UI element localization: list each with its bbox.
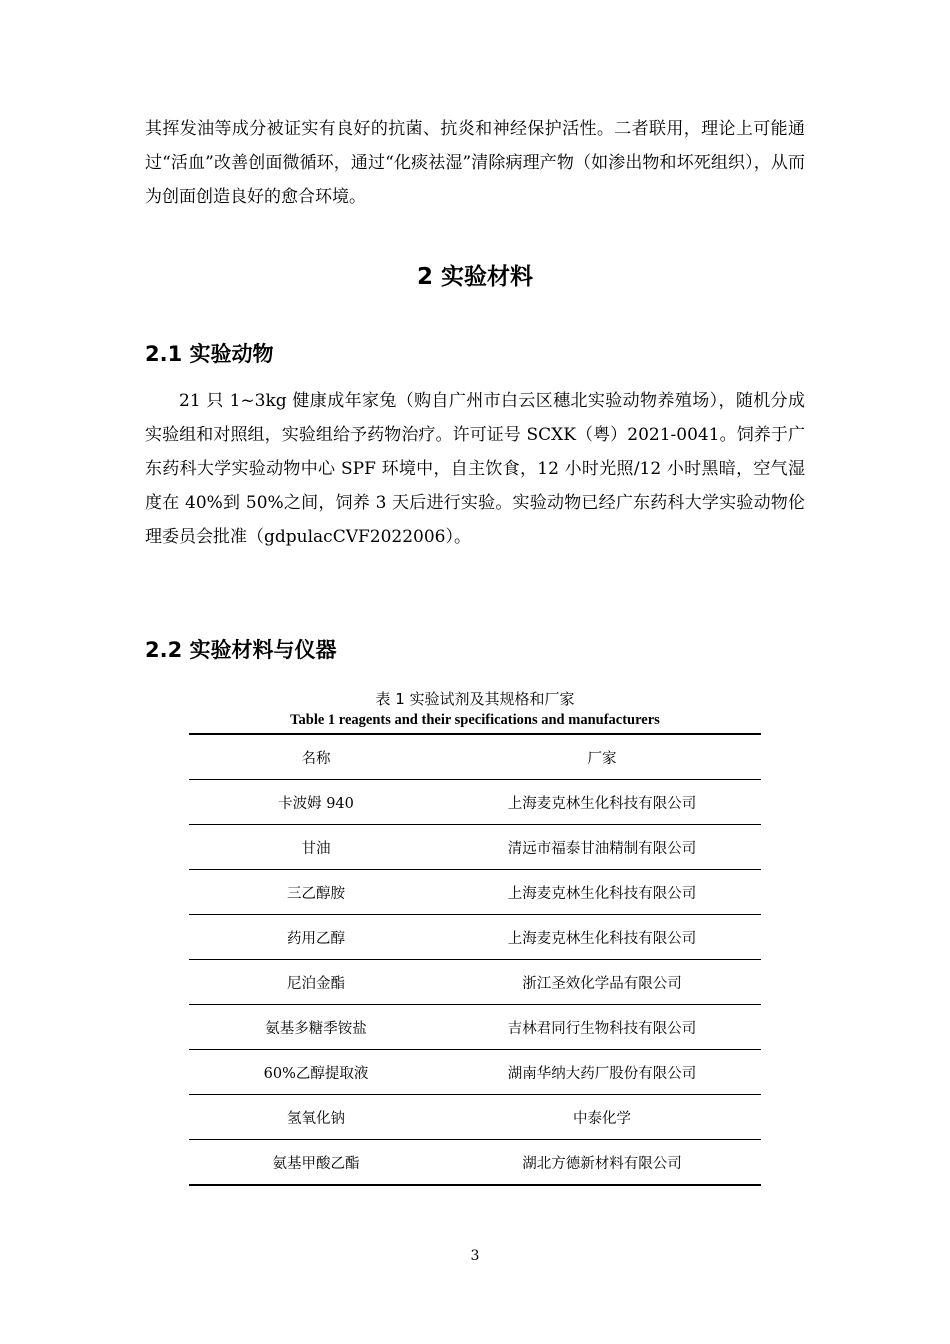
- table-row: [189, 915, 761, 960]
- reagent-name-cell: 氨基多糖季铵盐: [189, 1005, 443, 1050]
- manufacturer-cell: 湖南华纳大药厂股份有限公司: [443, 1050, 761, 1095]
- table-header-row: [189, 734, 761, 780]
- table-caption-en: Table 1 reagents and their specifications and manufacturers: [290, 712, 660, 728]
- table-row: [189, 780, 761, 825]
- section-2-2-heading: 2.2 实验材料与仪器: [145, 638, 337, 662]
- reagent-name-cell: 氨基甲酸乙酯: [189, 1140, 443, 1186]
- manufacturer-cell: 吉林君同行生物科技有限公司: [443, 1005, 761, 1050]
- section-2-1-paragraph: 21 只 1~3kg 健康成年家兔（购自广州市白云区穗北实验动物养殖场），随机分成实验组和对照组，实验组给予药物治疗。许可证号 SCXK（粤）2021-0041。饲养于广东药科大学实验动物中心 SPF 环境中，自主饮食，12 小时光照/12 小时黑暗，空气湿度在 40%到 50%之间，饲养 3 天后进行实验。实验动物已经广东药科大学实验动物伦理委员会批准（gdpulacCVF2022006）。: [145, 391, 805, 547]
- manufacturer-cell: 上海麦克林生化科技有限公司: [443, 870, 761, 915]
- table-row: [189, 960, 761, 1005]
- intro-paragraph: 其挥发油等成分被证实有良好的抗菌、抗炎和神经保护活性。二者联用，理论上可能通过“活血”改善创面微循环，通过“化痰祛湿”清除病理产物（如渗出物和坏死组织），从而为创面创造良好的愈合环境。: [145, 119, 805, 207]
- reagents-table: [189, 733, 761, 1186]
- manufacturer-cell: 中泰化学: [443, 1095, 761, 1140]
- column-header-name: 名称: [189, 734, 443, 780]
- manufacturer-cell: 清远市福泰甘油精制有限公司: [443, 825, 761, 870]
- manufacturer-cell: 浙江圣效化学品有限公司: [443, 960, 761, 1005]
- table-row: [189, 870, 761, 915]
- table-row: [189, 1050, 761, 1095]
- manufacturer-cell: 上海麦克林生化科技有限公司: [443, 780, 761, 825]
- manufacturer-cell: 上海麦克林生化科技有限公司: [443, 915, 761, 960]
- manufacturer-cell: 湖北方德新材料有限公司: [443, 1140, 761, 1186]
- page-number: 3: [470, 1248, 480, 1264]
- reagent-name-cell: 氢氧化钠: [189, 1095, 443, 1140]
- reagent-name-cell: 药用乙醇: [189, 915, 443, 960]
- section-2-1-heading: 2.1 实验动物: [145, 342, 274, 366]
- chapter-heading: 2 实验材料: [416, 264, 533, 290]
- table-row: [189, 1005, 761, 1050]
- table-caption-cn: 表 1 实验试剂及其规格和厂家: [375, 690, 575, 708]
- reagent-name-cell: 60%乙醇提取液: [189, 1050, 443, 1095]
- reagent-name-cell: 尼泊金酯: [189, 960, 443, 1005]
- column-header-manufacturer: 厂家: [443, 734, 761, 780]
- table-row: [189, 1140, 761, 1186]
- reagent-name-cell: 卡波姆 940: [189, 780, 443, 825]
- reagent-name-cell: 三乙醇胺: [189, 870, 443, 915]
- reagent-name-cell: 甘油: [189, 825, 443, 870]
- table-row: [189, 1095, 761, 1140]
- table-row: [189, 825, 761, 870]
